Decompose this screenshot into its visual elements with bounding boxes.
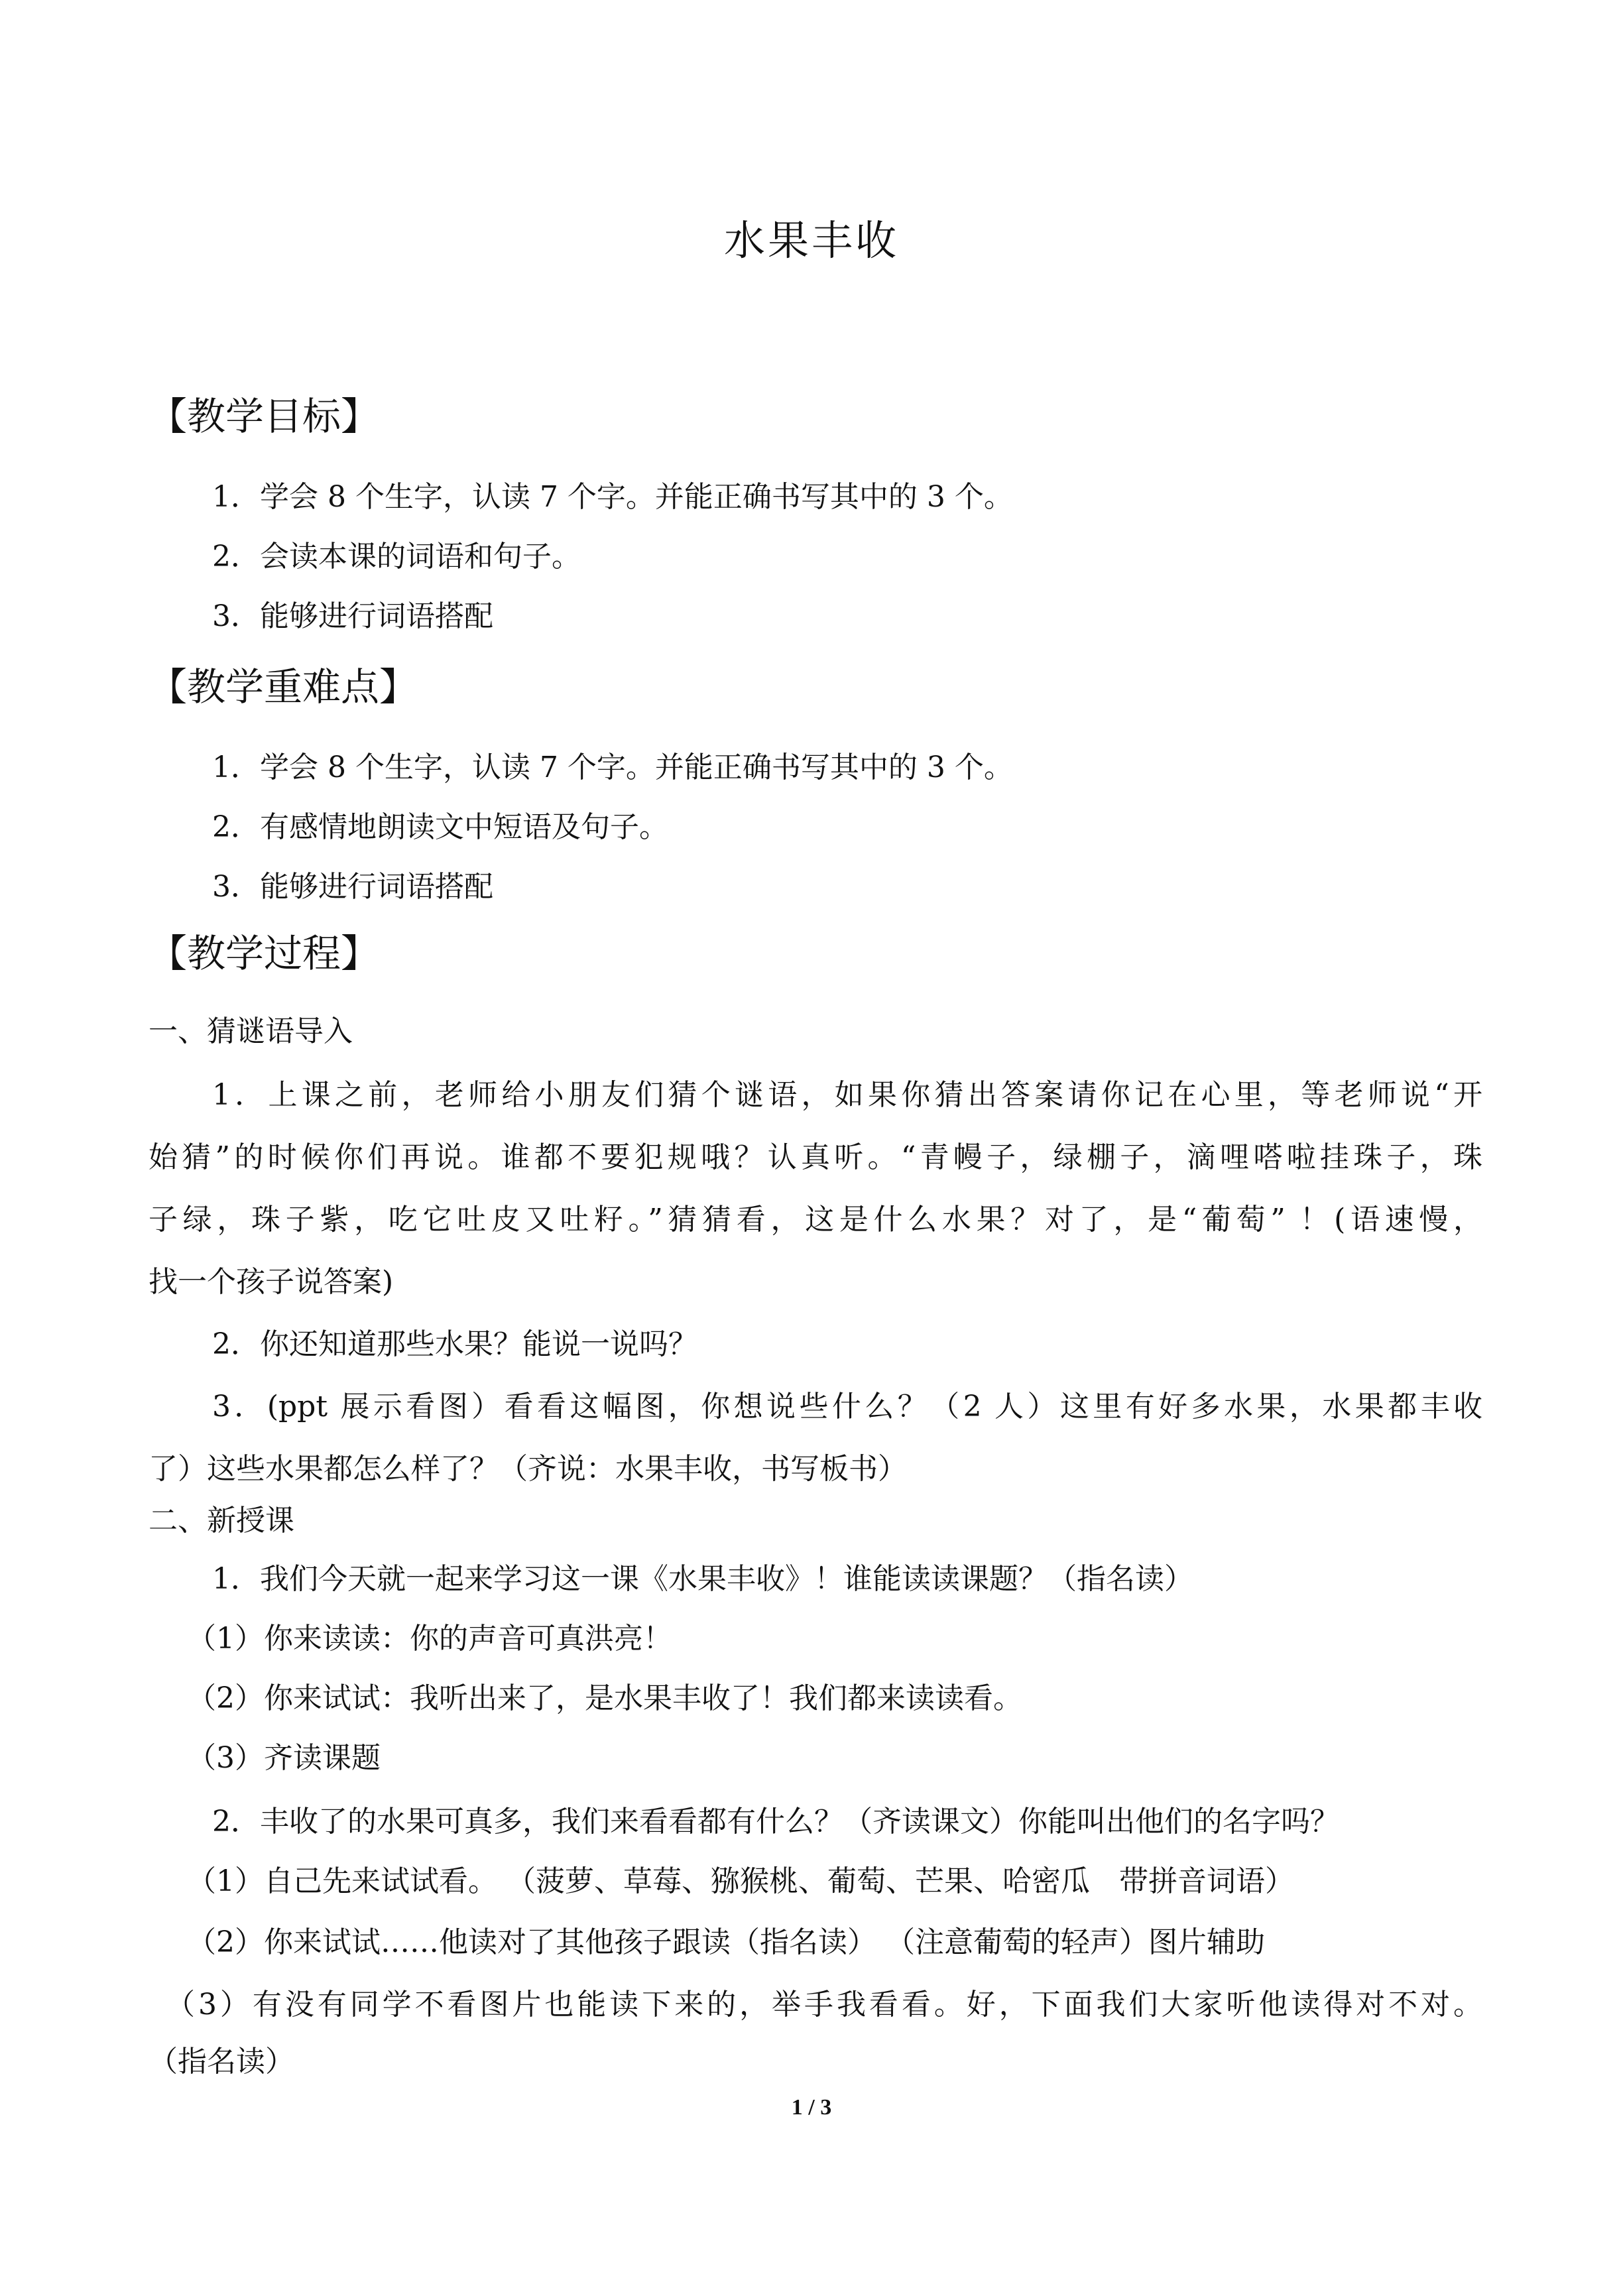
part2-paragraph-2-sub-1: （1）自己先来试试看。 （菠萝、草莓、猕猴桃、葡萄、芒果、哈密瓜 带拼音词语） bbox=[187, 1864, 1294, 1898]
goal-item-3: 3．能够进行词语搭配 bbox=[212, 599, 493, 633]
part1-paragraph-1-line-4: 找一个孩子说答案) bbox=[149, 1265, 394, 1299]
part2-paragraph-2-sub-3-line-1: （3）有没有同学不看图片也能读下来的，举手我看看。好，下面我们大家听他读得对不对。 bbox=[166, 1988, 1482, 2022]
section-heading-process: 【教学过程】 bbox=[149, 931, 380, 976]
part2-paragraph-1-sub-1: （1）你来读读：你的声音可真洪亮！ bbox=[187, 1622, 672, 1656]
part1-paragraph-1-line-1: 1．上课之前，老师给小朋友们猜个谜语，如果你猜出答案请你记在心里，等老师说“开 bbox=[212, 1078, 1482, 1112]
part1-paragraph-3-line-2: 了）这些水果都怎么样了？（齐说：水果丰收，书写板书） bbox=[149, 1452, 907, 1486]
part2-paragraph-2-sub-3-line-2: （指名读） bbox=[149, 2045, 294, 2079]
part2-title: 二、新授课 bbox=[149, 1504, 294, 1538]
part1-paragraph-1-line-3: 子绿，珠子紫，吃它吐皮又吐籽。”猜猜看，这是什么水果？对了，是“葡萄” ！(语速慢， bbox=[149, 1203, 1482, 1237]
part1-paragraph-2: 2．你还知道那些水果？能说一说吗？ bbox=[212, 1327, 697, 1361]
page-number: 1 / 3 bbox=[791, 2095, 832, 2120]
key-point-item-1: 1．学会 8 个生字，认读 7 个字。并能正确书写其中的 3 个。 bbox=[212, 751, 1013, 784]
part1-title: 一、猜谜语导入 bbox=[149, 1014, 353, 1048]
key-point-item-2: 2．有感情地朗读文中短语及句子。 bbox=[212, 810, 668, 844]
section-heading-key-points: 【教学重难点】 bbox=[149, 664, 418, 709]
part2-paragraph-1-sub-3: （3）齐读课题 bbox=[187, 1741, 381, 1775]
part2-paragraph-1: 1．我们今天就一起来学习这一课《水果丰收》！谁能读读课题？（指名读） bbox=[212, 1562, 1193, 1596]
part1-paragraph-1-line-2: 始猜”的时候你们再说。谁都不要犯规哦？认真听。“青幔子，绿棚子，滴哩嗒啦挂珠子，珠 bbox=[149, 1140, 1482, 1174]
part1-paragraph-3-line-1: 3．(ppt 展示看图）看看这幅图，你想说些什么？（2 人）这里有好多水果，水果都丰收 bbox=[212, 1390, 1482, 1423]
goal-item-2: 2．会读本课的词语和句子。 bbox=[212, 540, 581, 574]
page-title: 水果丰收 bbox=[723, 216, 899, 265]
goal-item-1: 1．学会 8 个生字，认读 7 个字。并能正确书写其中的 3 个。 bbox=[212, 480, 1013, 514]
part2-paragraph-2-sub-2: （2）你来试试……他读对了其他孩子跟读（指名读） （注意葡萄的轻声）图片辅助 bbox=[187, 1925, 1265, 1959]
part2-paragraph-2: 2．丰收了的水果可真多，我们来看看都有什么？（齐读课文）你能叫出他们的名字吗？ bbox=[212, 1805, 1339, 1839]
section-heading-goals: 【教学目标】 bbox=[149, 394, 380, 439]
part2-paragraph-1-sub-2: （2）你来试试：我听出来了，是水果丰收了！我们都来读读看。 bbox=[187, 1681, 1022, 1715]
key-point-item-3: 3．能够进行词语搭配 bbox=[212, 870, 493, 904]
